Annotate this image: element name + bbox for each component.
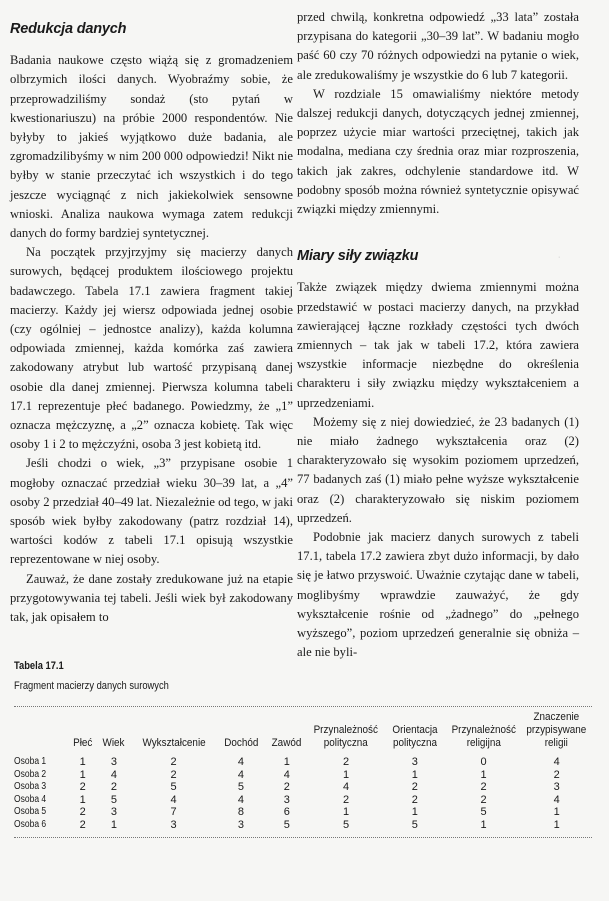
column-header: Orientacja polityczna (392, 724, 438, 749)
table-cell: 1 (411, 768, 418, 781)
table-cell: 2 (342, 793, 350, 806)
table-cell: 1 (480, 818, 487, 831)
table-cell: 2 (79, 781, 86, 793)
table-row (14, 819, 592, 832)
table-cell: 4 (237, 768, 244, 781)
table-cell: 2 (79, 818, 86, 831)
table-cell: 0 (480, 756, 487, 768)
table-cell: 1 (79, 793, 86, 806)
table-cell: 1 (411, 806, 418, 818)
right-column (297, 8, 579, 663)
table-cell: 4 (553, 756, 560, 768)
column-header: Płeć (73, 737, 93, 749)
table-cell: 1 (342, 806, 350, 818)
paragraph: Zauważ, że dane zostały zredukowane już na etapie przygotowywania tej tabeli. Jeśli wiek był zakodowany tak, jak opisałem to (10, 571, 293, 625)
table-17-1 (14, 660, 592, 838)
column-header: Znaczenie przypisywane religii (526, 711, 587, 749)
table-cell: 2 (110, 781, 118, 793)
table-cell: 2 (79, 806, 86, 818)
scan-artifact: · (558, 254, 561, 261)
table-cell: 1 (553, 806, 560, 818)
table-cell: 6 (283, 806, 290, 818)
table-cell: 3 (553, 781, 560, 793)
table-cell: 3 (110, 806, 118, 818)
table-cell: 5 (411, 818, 418, 831)
column-header: Zawód (271, 737, 302, 749)
row-label: Osoba 2 (14, 768, 47, 780)
paragraph: Podobnie jak macierz danych surowych z tabeli 17.1, tabela 17.2 zawiera zbyt dużo informacji, by dało się je łatwo przyswoić. Uważnie czytając dane w tabeli, moglibyśmy wprawdzie zauważyć, że gdy wykształcenie rośnie od „żadnego” do „pełnego wyższego”, poziom uprzedzeń generalnie się obniża – ale nie byli- (297, 530, 579, 660)
table-cell: 5 (170, 781, 177, 793)
table-cell: 1 (79, 768, 86, 781)
paragraph: przed chwilą, konkretna odpowiedź „33 lata” została przypisana do kategorii „30–39 lat”. W badaniu mogło paść 60 czy 70 różnych odpowiedzi na pytanie o wiek, ale zredukowaliśmy je wszystkie do 6 lub 7 kategorii. (297, 10, 579, 82)
column-header (17, 711, 66, 756)
table-caption: Tabela 17.1 (14, 660, 64, 672)
table-cell: 5 (237, 781, 244, 793)
table-cell: 2 (170, 768, 177, 781)
table-subtitle: Fragment macierzy danych surowych (14, 680, 169, 692)
table-row (14, 794, 592, 807)
table-cell: 2 (411, 781, 418, 793)
table-cell: 3 (283, 793, 290, 806)
table-cell: 5 (110, 793, 118, 806)
table-cell: 2 (170, 756, 177, 768)
column-header: Wiek (102, 737, 125, 749)
table-cell: 2 (553, 768, 560, 781)
paragraph: Możemy się z niej dowiedzieć, że 23 badanych (1) nie miało żadnego wykształcenia oraz (2) charakteryzowało się wysokim poziomem uprzedzeń, 77 badanych zaś (1) miało pełne wyższe wykształcenie oraz (2) charakteryzowało się niskim poziomem uprzedzeń. (297, 414, 579, 525)
table-cell: 3 (411, 756, 418, 768)
table-row (14, 781, 592, 794)
table-cell: 1 (110, 818, 118, 831)
table-row (14, 769, 592, 782)
table-cell: 1 (79, 756, 86, 768)
table-cell: 4 (237, 793, 244, 806)
table-cell: 3 (170, 818, 177, 831)
column-header: Dochód (223, 737, 258, 749)
table-cell: 4 (553, 793, 560, 806)
table-cell: 5 (342, 818, 350, 831)
table-cell: 5 (480, 806, 487, 818)
column-header: Wykształcenie (141, 737, 206, 749)
row-label: Osoba 3 (14, 781, 47, 792)
table-row (14, 806, 592, 819)
section-heading-data-reduction: Redukcja danych (10, 21, 127, 37)
section-heading-measures-of-association: Miary siły związku (297, 248, 419, 265)
table-cell: 7 (170, 806, 177, 818)
raw-data-matrix (14, 711, 592, 831)
paragraph: Także związek między dwiema zmiennymi można przedstawić w postaci macierzy danych, na przykład zawierającej łączne rozkłady częstości tych dwóch zmiennych – tak jak w tabeli 17.2, która zawiera wszystkie informacje niezbędne do określenia charakteru i siły związku między wykształceniem a uprzedzeniami. (297, 280, 579, 410)
table-cell: 3 (237, 818, 244, 831)
column-header: Przynależność polityczna (313, 724, 379, 749)
table-cell: 2 (480, 781, 487, 793)
table-cell: 4 (170, 793, 177, 806)
paragraph: Badania naukowe często wiążą się z gromadzeniem olbrzymich ilości danych. Wyobraźmy sobie, że przeprowadziliśmy sondaż (sto pytań w kwestionariuszu) na próbie 2000 respondentów. Nie byłyby to jakieś wyjątkowo duże badania, ale zgromadzilibyśmy w nim 200 000 odpowiedzi! Nikt nie byłby w stanie przeczytać ich wszystkich i do tego jeszcze wyciągnąć z nich jakiekolwiek sensowne wnioski. Analiza naukowa wymaga zatem redukcji danych do formy bardziej syntetycznej. (10, 53, 293, 241)
table-top-rule (14, 706, 592, 707)
paragraph: Na początek przyjrzyjmy się macierzy danych surowych, będącej produktem ilościowego projektu badawczego. Tabela 17.1 zawiera fragment takiej macierzy. Każdy jej wiersz odpowiada jednej osobie (czy ogólniej – jednostce analizy), każda kolumna odpowiada zmiennej, każda komórka zaś zawiera zakodowany atrybut lub wartość przypisaną danej osobie dla danej zmiennej. Pierwsza kolumna tabeli 17.1 reprezentuje płeć badanego. Powiedzmy, że „1” oznacza mężczyznę, a „2” oznacza kobietę. Tak więc osoby 1 i 2 to mężczyźni, osoba 3 jest kobietą itd. (10, 245, 293, 452)
table-cell: 8 (237, 806, 244, 818)
table-cell: 4 (283, 768, 290, 781)
row-label: Osoba 1 (14, 756, 47, 767)
paragraph: Jeśli chodzi o wiek, „3” przypisane osobie 1 mogłoby oznaczać przedział wieku 30–39 lat, a „4” osoby 2 przedział 40–49 lat. Niezależnie od tego, w jaki sposób wiek byłby zakodowany (patrz rozdział 14), wartości kodów z tabeli 17.1 opisują wszystkie reprezentowane w niej osoby. (10, 456, 293, 567)
table-cell: 3 (110, 756, 118, 768)
table-cell: 4 (110, 768, 118, 781)
table-cell: 4 (237, 756, 244, 768)
table-cell: 1 (283, 756, 290, 768)
row-label: Osoba 6 (14, 818, 47, 830)
row-label: Osoba 4 (14, 793, 47, 805)
table-cell: 1 (342, 768, 350, 781)
table-cell: 4 (342, 781, 350, 793)
left-column (10, 8, 293, 627)
table-cell: 2 (480, 793, 487, 806)
table-cell: 2 (283, 781, 290, 793)
table-cell: 1 (480, 768, 487, 781)
table-cell: 2 (342, 756, 350, 768)
table-cell: 1 (553, 818, 560, 831)
table-header-row (14, 711, 592, 756)
paragraph: W rozdziale 15 omawialiśmy niektóre metody dalszej redukcji danych, dotyczących jednej zmiennej, poprzez użycie miar wartości przeciętnej, takich jak modalna, mediana czy średnia oraz miar rozproszenia, takich jak zakres, odchylenie standardowe itd. W podobny sposób można również syntetycznie opisywać związki między zmiennymi. (297, 86, 579, 217)
column-header: Przynależność religijna (451, 724, 516, 749)
row-label: Osoba 5 (14, 806, 47, 817)
table-cell: 2 (411, 793, 418, 806)
table-row (14, 756, 592, 769)
table-bottom-rule (14, 837, 592, 838)
table-cell: 5 (283, 818, 290, 831)
